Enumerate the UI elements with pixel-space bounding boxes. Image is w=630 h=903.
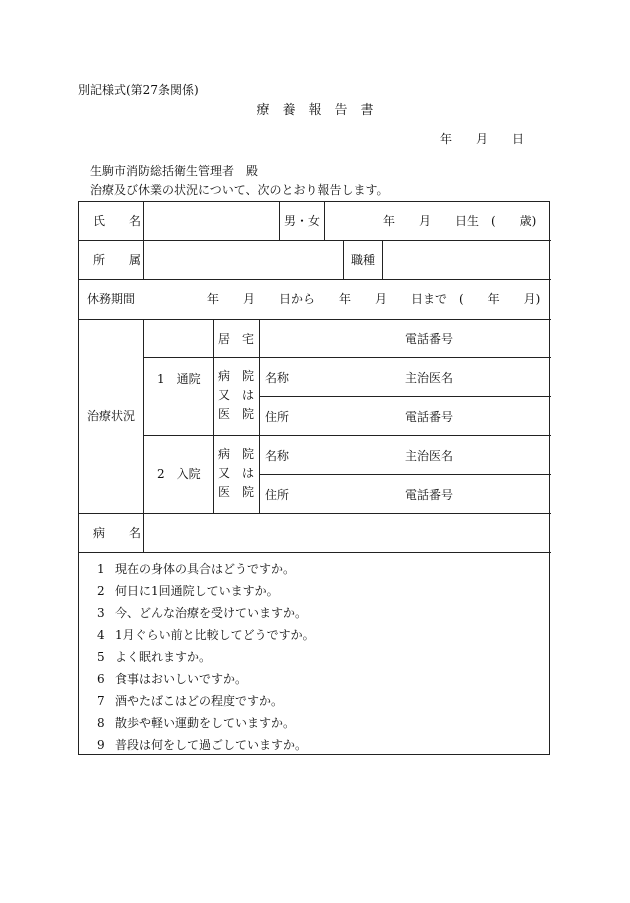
disease-label: 病 名 [93,526,142,540]
question-item: 6 食事はおいしいですか。 [97,672,248,686]
outpatient-phone-label: 電話番号 [405,410,454,424]
outpatient-hospital-label: 病 院 又 は 医 院 [218,369,255,421]
col-divider [213,319,214,513]
row-divider [259,396,551,397]
inpatient-hospital-label: 病 院 又 は 医 院 [218,447,255,499]
question-item: 1 現在の身体の具合はどうですか。 [97,562,296,576]
job-label: 職種 [351,253,376,267]
outpatient-doctor-label: 主治医名 [405,371,454,385]
document-title: 療 養 報 告 書 [256,103,374,118]
col-divider [343,240,344,279]
row-divider [259,474,551,475]
col-divider [279,202,280,240]
leave-period-field[interactable]: 年 月 日から 年 月 日まで ( 年 月) [207,292,541,306]
birth-date-field[interactable]: 年 月 日生 ( 歳) [383,214,537,228]
inpatient-address-label: 住所 [265,488,290,502]
question-item: 3 今、どんな治療を受けていますか。 [97,606,308,620]
col-divider [259,319,260,513]
outpatient-address-label: 住所 [265,410,290,424]
report-date[interactable]: 年 月 日 [440,132,525,146]
treatment-label: 治療状況 [87,409,136,423]
row-divider [79,319,551,320]
affiliation-label: 所 属 [93,253,142,267]
question-item: 5 よく眠れますか。 [97,650,212,664]
leave-label: 休務期間 [87,292,136,306]
question-item: 8 散歩や軽い運動をしていますか。 [97,716,296,730]
outpatient-name-label: 名称 [265,371,290,385]
question-item: 7 酒やたばこはどの程度ですか。 [97,694,284,708]
col-divider [324,202,325,240]
row-divider [79,552,551,553]
name-label: 氏 名 [93,214,142,228]
home-phone-label: 電話番号 [405,332,454,346]
row-divider [143,435,551,436]
inpatient-phone-label: 電話番号 [405,488,454,502]
question-item: 2 何日に1回通院していますか。 [97,584,279,598]
report-table [78,201,550,755]
form-number: 別記様式(第27条関係) [78,83,199,97]
col-divider [382,240,383,279]
question-item: 9 普段は何をして過ごしていますか。 [97,738,308,752]
row-divider [79,279,551,280]
outpatient-label: 1 通院 [157,372,201,386]
row-divider [79,513,551,514]
col-divider [143,202,144,279]
intro-text: 治療及び休業の状況について、次のとおり報告します。 [90,183,389,197]
question-item: 4 1月ぐらい前と比較してどうですか。 [97,628,315,642]
inpatient-doctor-label: 主治医名 [405,449,454,463]
gender-select[interactable]: 男・女 [284,214,321,228]
row-divider [79,240,551,241]
inpatient-label: 2 入院 [157,467,201,481]
addressee: 生駒市消防総括衛生管理者 殿 [90,164,259,178]
home-label: 居 宅 [218,332,255,346]
col-divider [143,319,144,552]
row-divider [143,357,551,358]
inpatient-name-label: 名称 [265,449,290,463]
